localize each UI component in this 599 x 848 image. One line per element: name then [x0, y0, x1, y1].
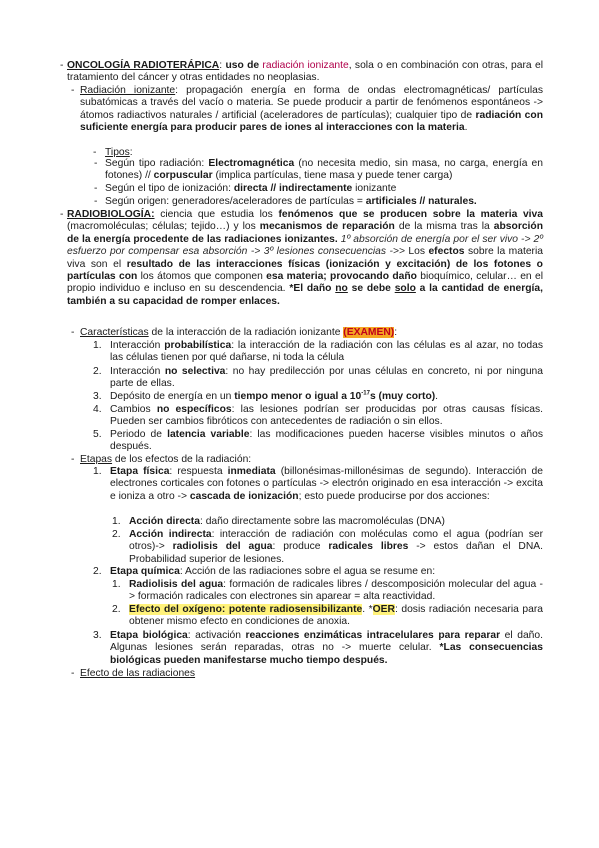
text-italic: 1º absorción de energía por el ser vivo -> 2º esfuerzo por compensar esa absorción -> 3º lesiones consecuencias ->>	[67, 233, 544, 258]
text: : formación de radicales libres / descomposición molecular del agua -> formación radicales con electrones sin aparear = alta reactividad.	[129, 579, 543, 603]
term-tipos: Tipos	[105, 147, 130, 158]
oncologia-paragraph	[67, 60, 543, 85]
text: de la interacción de la radiación ionizante	[148, 327, 344, 338]
text-bold: mecanismos de reparación	[259, 221, 395, 233]
highlight-radiacion-ionizante: radiación ionizante	[262, 60, 349, 71]
text-bold: absorción de la energía procedente de las radiaciones ionizantes.	[67, 221, 543, 245]
bullet-dash: -	[94, 158, 98, 169]
bullet-dash: -	[71, 327, 75, 338]
text-bold: probabilística	[164, 340, 232, 351]
text: Periodo de	[110, 429, 168, 440]
text-bold: Radiolisis del agua	[129, 579, 224, 590]
text-bold: fenómenos que se producen sobre la materia viva	[278, 209, 543, 220]
list-number: 1.	[112, 516, 121, 527]
text: (no necesita medio, sin masa, no carga, energía en fotones) //	[105, 158, 543, 182]
text-bold: Etapa química	[110, 566, 180, 577]
text: bioquímico, celular… en el propio individuo e incluso en su descendencia.	[67, 271, 544, 295]
text-bold: s (muy corto)	[369, 391, 436, 402]
radiobiologia-paragraph	[67, 209, 543, 308]
text-bold: Acción indirecta	[129, 529, 212, 540]
text: : las modificaciones pueden hacerse visibles minutos o años después.	[110, 429, 543, 453]
list-number: 2.	[93, 366, 102, 377]
text-bold: inmediata	[227, 466, 276, 477]
text-bold: efectos	[428, 246, 465, 258]
text: .	[464, 122, 468, 134]
section-title-radiobiologia: RADIOBIOLOGÍA:	[67, 209, 155, 220]
etapa-quimica	[110, 566, 543, 578]
list-item	[110, 404, 543, 429]
list-item	[110, 429, 543, 454]
accion-indirecta	[129, 529, 543, 566]
text-bold: corpuscular	[153, 170, 213, 182]
text: Según tipo radiación:	[105, 158, 209, 169]
text: Interacción	[110, 340, 165, 351]
text: el daño. Algunas lesiones serán reparadas, otras no -> muerte celular.	[110, 630, 543, 654]
bullet-dash: -	[60, 209, 64, 220]
text-bold: *El daño	[285, 283, 336, 295]
text: : respuesta	[169, 466, 228, 477]
caracteristicas-heading	[80, 327, 543, 339]
efecto-heading	[80, 668, 543, 680]
list-item	[110, 340, 543, 365]
text: de los efectos de la radiación:	[112, 454, 252, 465]
text: otras, para el tratamiento del cáncer y otras entidades no neoplasias.	[67, 60, 543, 84]
text: . *	[362, 604, 373, 615]
text: de la misma tras la	[394, 221, 494, 233]
text: ciencia que estudia los	[154, 209, 279, 220]
text-bold: radiación con suficiente energía para producir pares de iones al interacciones con la materia	[80, 109, 543, 134]
text-bold: esa materia; provocando daño	[266, 271, 417, 283]
highlight-efecto-oxigeno: Efecto del oxígeno: potente radiosensibilizante	[129, 604, 363, 615]
accion-directa	[129, 516, 543, 528]
text: los átomos que componen	[137, 271, 267, 283]
text: :	[394, 327, 398, 338]
text: -> estos dañan el DNA. Probabilidad superior de lesiones.	[129, 541, 544, 565]
list-number: 2.	[112, 529, 121, 540]
text-bold: Etapa física	[110, 466, 170, 477]
text: :	[129, 147, 133, 158]
text-bold: (ionización y excitación) de los fotones o partículas con	[67, 258, 543, 283]
text-bold: tiempo menor o igual a 10	[234, 391, 362, 402]
text: : activación	[187, 630, 246, 641]
text-bold: solo	[394, 283, 416, 295]
text: .	[435, 391, 439, 402]
text: (billonésimas-millonésimas de segundo). Interacción de electrones corticales con fotones o partículas -> electrón originado en esa interacción -> excita e ioniza a otro ->	[110, 466, 543, 502]
bullet-dash: -	[71, 454, 75, 465]
text: : las lesiones podrían ser producidas por otras causas físicas. Pueden ser cambios fibróticos con antecedentes de radiación o sin ellos.	[110, 404, 544, 428]
list-number: 1.	[93, 466, 102, 477]
text: : produce	[272, 541, 329, 553]
term-efecto-radiaciones: Efecto de las radiaciones	[80, 668, 196, 679]
text: : Acción de las radiaciones sobre el agua se resume en:	[179, 566, 436, 577]
list-number: 3.	[93, 391, 102, 402]
list-number: 1.	[93, 340, 102, 351]
bullet-dash: -	[71, 85, 75, 96]
bullet-dash: -	[71, 668, 75, 679]
text: (implica partículas, tiene masa y puede tener carga)	[212, 170, 453, 182]
text: : no hay predilección por unas células en concreto, ni por ninguna parte de ellas.	[110, 366, 544, 390]
text: : interacción de radiación con moléculas como el agua (podrían ser otros)->	[129, 529, 543, 553]
text-bold: cascada de ionización	[189, 490, 299, 502]
text: :	[219, 60, 223, 71]
text-bold: no selectiva	[164, 366, 226, 377]
examen-badge: (EXAMEN)	[343, 327, 395, 338]
text-bold: resultado de las interacciones físicas	[126, 258, 321, 270]
text: , sola o en combinación con	[348, 60, 479, 71]
radiolisis-del-agua	[129, 579, 543, 604]
term-radiacion-ionizante: Radiación ionizante	[80, 85, 176, 96]
bullet-dash: -	[93, 147, 97, 158]
list-item	[110, 391, 543, 403]
etapa-biologica	[110, 630, 543, 667]
text: ionizante	[352, 183, 397, 194]
section-title-oncologia: ONCOLOGÍA RADIOTERÁPICA	[67, 60, 220, 71]
text-bold: reacciones enzimáticas intracelulares para reparar	[245, 630, 501, 641]
list-number: 1.	[112, 579, 121, 590]
bullet-dash: -	[94, 196, 98, 207]
text: Los	[404, 246, 429, 258]
text: ; esto puede producirse por dos acciones:	[298, 490, 490, 502]
bullet-dash: -	[60, 60, 64, 71]
text-bold: no específicos	[156, 404, 232, 415]
text: sobre la materia viva son el	[67, 246, 543, 270]
tipo-item	[105, 183, 543, 195]
text-bold: radiolisis del agua	[172, 541, 273, 553]
list-number: 2.	[93, 566, 102, 577]
text: Según el tipo de ionización:	[105, 183, 234, 194]
text: : dosis radiación necesaria para obtener mismo efecto en condiciones de anoxia.	[129, 604, 544, 628]
text: Depósito de energía en un	[110, 391, 235, 402]
tipo-item	[105, 158, 543, 183]
highlight-oer: OER	[372, 604, 395, 615]
text: : propagación energía en forma de ondas electromagnéticas/ partículas subatómicas a través del vacío o materia. Se puede producir a partir de fenómenos espontáneos -> átomos radiactivos naturales / artificial (aceleradores de partículas); cualquier tipo de	[80, 85, 543, 121]
etapa-fisica	[110, 466, 543, 503]
bullet-dash: -	[94, 183, 98, 194]
text: Interacción	[110, 366, 165, 377]
text: Cambios	[110, 404, 157, 415]
etapas-heading	[80, 454, 543, 466]
text: : la interacción de la radiación con las células es al azar, no todas las células tienen por qué dañarse, ni toda la célula	[110, 340, 543, 364]
text-bold: radicales libres	[328, 541, 409, 553]
text: (macromoléculas; células; tejido…) y los	[67, 221, 260, 233]
text-bold: artificiales // naturales.	[365, 196, 477, 207]
list-number: 4.	[93, 404, 102, 415]
efecto-oxigeno	[129, 604, 543, 629]
list-item	[110, 366, 543, 391]
text-bold: a la cantidad de energía, también a su capacidad de romper enlaces.	[67, 283, 543, 307]
list-number: 2.	[112, 604, 121, 615]
text-bold: Electromagnética	[208, 158, 295, 169]
radiacion-ionizante-definition	[80, 85, 543, 135]
text-bold: Etapa biológica	[110, 630, 188, 641]
text-bold: se debe	[347, 283, 395, 295]
text: : daño directamente sobre las macromoléculas (DNA)	[199, 516, 445, 527]
text-bold: no	[335, 283, 348, 295]
term-caracteristicas: Características	[80, 327, 149, 338]
text-bold: *Las consecuencias biológicas pueden manifestarse mucho tiempo después.	[110, 642, 543, 666]
list-number: 3.	[93, 630, 102, 641]
superscript: -17	[361, 390, 370, 397]
term-etapas: Etapas	[80, 454, 113, 465]
tipo-item	[105, 196, 543, 208]
text: Según origen: generadores/aceleradores de partículas =	[105, 196, 366, 207]
text-bold: latencia variable	[167, 429, 250, 440]
list-number: 5.	[93, 429, 102, 440]
text-bold: Acción directa	[129, 516, 200, 527]
text-bold: directa // indirectamente	[233, 183, 353, 194]
text-bold: uso de	[225, 60, 260, 71]
